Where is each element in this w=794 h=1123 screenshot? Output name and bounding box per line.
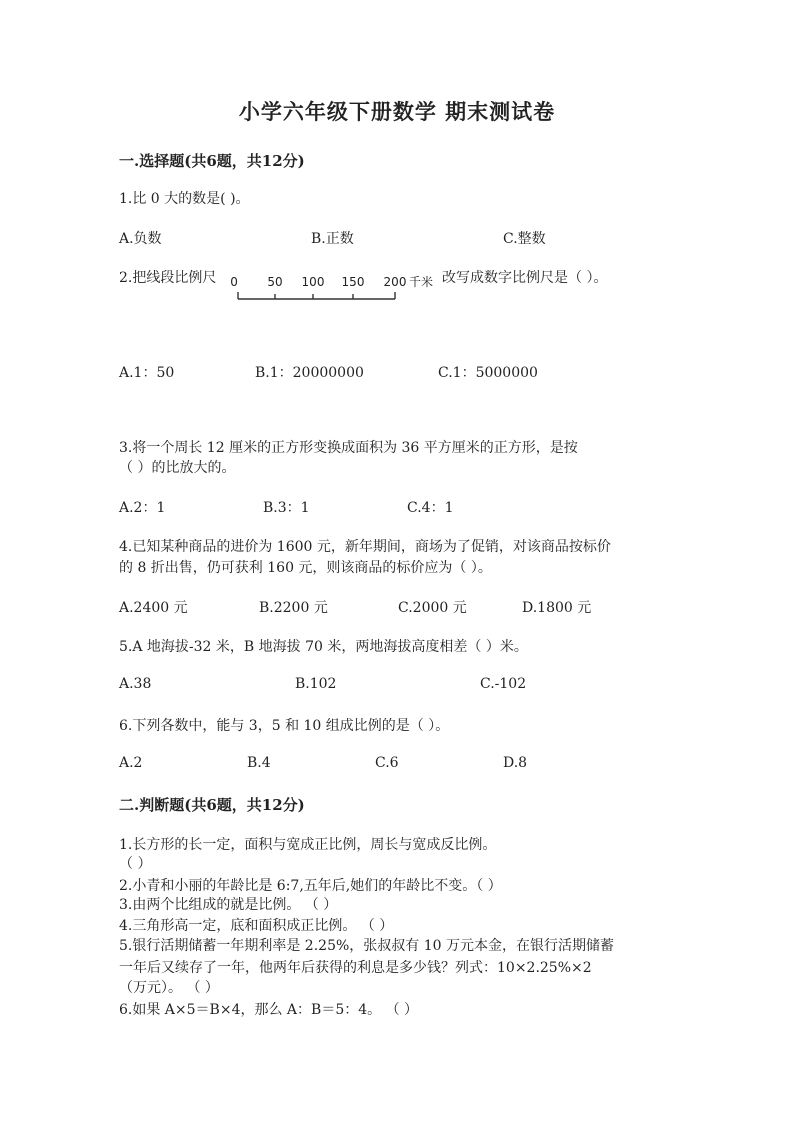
option: C.1：5000000 bbox=[438, 365, 538, 381]
judge-item: 6.如果 A×5＝B×4，那么 A：B＝5：4。 （ ） bbox=[119, 1002, 419, 1018]
option: B.102 bbox=[295, 676, 337, 692]
scale-tick-label: 100 bbox=[301, 275, 325, 289]
option: B.4 bbox=[247, 755, 271, 771]
option: C.4：1 bbox=[407, 500, 454, 516]
section-heading-judge: 二.判断题(共6题，共12分) bbox=[119, 796, 305, 814]
question-2-after: 改写成数字比例尺是（ ）。 bbox=[442, 270, 608, 286]
question-1: 1.比 0 大的数是( )。 bbox=[119, 191, 250, 207]
option: C.整数 bbox=[503, 231, 546, 247]
judge-item: 1.长方形的长一定，面积与宽成正比例，周长与宽成反比例。 bbox=[119, 837, 497, 853]
judge-item: 一年后又续存了一年，他两年后获得的利息是多少钱？列式：10×2.25%×2 bbox=[119, 960, 592, 976]
question-2-before: 2.把线段比例尺 bbox=[119, 270, 217, 286]
question-5: 5.A 地海拔-32 米，B 地海拔 70 米，两地海拔高度相差（ ）米。 bbox=[119, 639, 528, 655]
section-heading-choice: 一.选择题(共6题，共12分) bbox=[119, 152, 305, 170]
option: D.8 bbox=[503, 755, 528, 771]
judge-item: （万元）。 （ ） bbox=[119, 980, 219, 996]
question-6: 6.下列各数中，能与 3，5 和 10 组成比例的是（ ）。 bbox=[119, 718, 450, 734]
page-title: 小学六年级下册数学 期末测试卷 bbox=[238, 99, 556, 124]
judge-item: 2.小青和小丽的年龄比是 6:7,五年后,她们的年龄比不变。（ ） bbox=[119, 878, 502, 894]
judge-item: 5.银行活期储蓄一年期利率是 2.25%，张叔叔有 10 万元本金，在银行活期储蓄 bbox=[119, 938, 614, 954]
option: A.负数 bbox=[119, 231, 162, 247]
option: D.1800 元 bbox=[522, 600, 592, 616]
question-4-line2: 的 8 折出售，仍可获利 160 元，则该商品的标价应为（ ）。 bbox=[119, 560, 492, 576]
scale-tick-label: 200 bbox=[383, 275, 407, 289]
judge-item: （ ） bbox=[119, 856, 152, 872]
option: C.-102 bbox=[480, 676, 527, 692]
question-3-line2: （ ）的比放大的。 bbox=[119, 460, 236, 476]
judge-item: 4.三角形高一定，底和面积成正比例。 （ ） bbox=[119, 918, 394, 934]
line-scale-figure bbox=[232, 271, 444, 307]
option: C.2000 元 bbox=[398, 600, 467, 616]
option: B.正数 bbox=[311, 231, 354, 247]
option: A.2：1 bbox=[119, 500, 166, 516]
option: A.1：50 bbox=[119, 365, 175, 381]
judge-item: 3.由两个比组成的就是比例。 （ ） bbox=[119, 897, 338, 913]
scale-unit-label: 千米 bbox=[409, 275, 434, 289]
scale-tick-label: 50 bbox=[267, 275, 283, 289]
option: B.3：1 bbox=[263, 500, 310, 516]
question-3-line1: 3.将一个周长 12 厘米的正方形变换成面积为 36 平方厘米的正方形，是按 bbox=[119, 440, 578, 456]
option: B.2200 元 bbox=[259, 600, 328, 616]
option: A.38 bbox=[119, 676, 152, 692]
option: B.1：20000000 bbox=[255, 365, 364, 381]
scale-tick-label: 0 bbox=[230, 275, 238, 289]
option: A.2400 元 bbox=[119, 600, 188, 616]
question-4-line1: 4.已知某种商品的进价为 1600 元，新年期间，商场为了促销，对该商品按标价 bbox=[119, 539, 611, 555]
scale-tick-label: 150 bbox=[341, 275, 365, 289]
option: C.6 bbox=[375, 755, 399, 771]
option: A.2 bbox=[119, 755, 143, 771]
